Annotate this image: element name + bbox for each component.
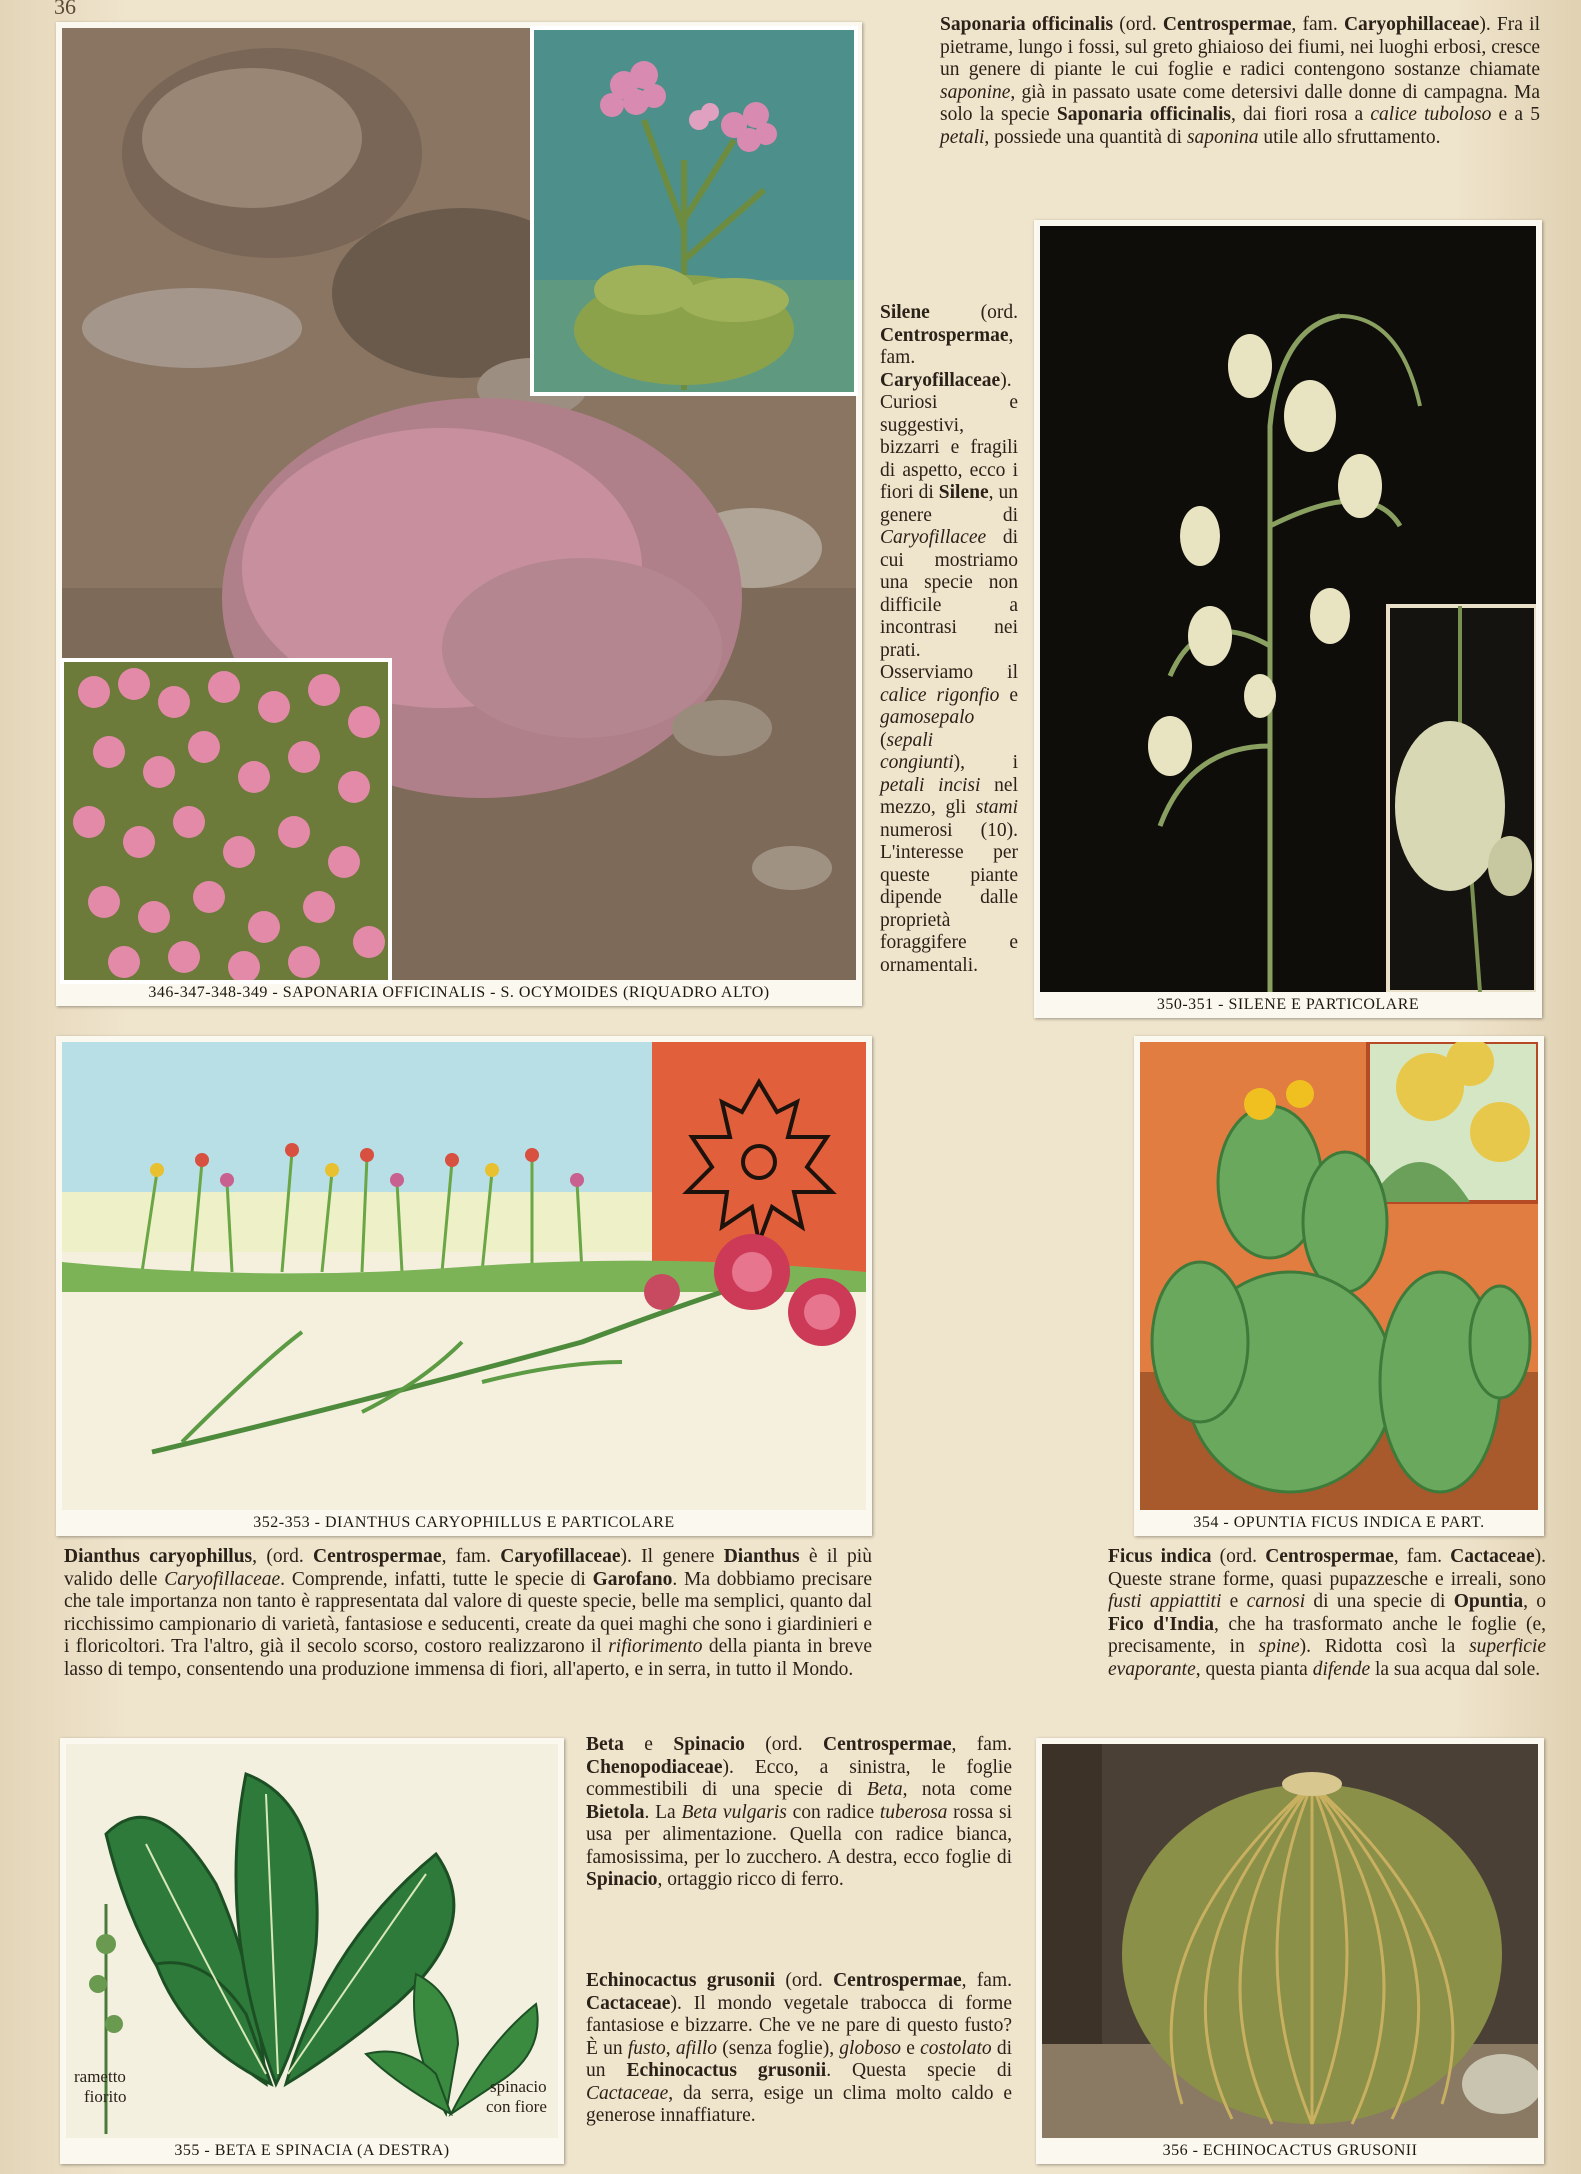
text-echinocactus: Echinocactus grusonii (ord. Centrospermae, fam. Cactaceae). Il mondo vegetale trabocca di forme fantasiose e bizzarre. Che ve ne pare di questo fusto? È un fusto, afillo (senza foglie), globoso e costolato di un Echinocactus grusonii. Questa specie di Cactaceae, da serra, esige un clima molto caldo e generose innaffiature. xyxy=(586,1970,1013,2126)
text-saponaria: Saponaria officinalis (ord. Centrospermae, fam. Caryophillaceae). Fra il pietrame, lungo i fossi, sul greto ghiaioso dei fiumi, nei luoghi erbosi, cresce un genere di piante le cui foglie e radici contengono sostanze chiamate saponine, già in passato usate come detersivi dalle donne di campagna. Ma solo la specie Saponaria officinalis, dai fiori rosa a calice tuboloso e a 5 petali, possiede una quantità di saponina utile allo sfruttamento. xyxy=(940,14,1540,148)
photo-card-saponaria xyxy=(56,22,862,1006)
caption-dianthus: 352-353 - DIANTHUS CARYOPHILLUS E PARTICOLARE xyxy=(253,1514,675,1531)
label-spinacio-2: con fiore xyxy=(486,2097,547,2116)
illustration-opuntia xyxy=(1140,1042,1538,1510)
caption-saponaria: 346-347-348-349 - SAPONARIA OFFICINALIS - S. OCYMOIDES (RIQUADRO ALTO) xyxy=(148,984,770,1001)
illustration-dianthus xyxy=(62,1042,866,1510)
label-rametto-2: fiorito xyxy=(84,2087,127,2106)
photo-card-echinocactus xyxy=(1036,1738,1544,2164)
text-ficus: Ficus indica (ord. Centrospermae, fam. Cactaceae). Queste strane forme, quasi pupazzesche e irreali, sono fusti appiattiti e carnosi di una specie di Opuntia, o Fico d'India, che ha trasformato anche le foglie (e, precisamente, in spine). Ridotta così la superficie evaporante, questa pianta difende la sua acqua dal sole. xyxy=(1108,1546,1547,1680)
photo-silene xyxy=(1040,226,1536,992)
photo-saponaria-inset-bottom xyxy=(60,658,392,984)
text-silene: Silene (ord. Centrospermae, fam. Caryofillaceae). Curiosi e suggestivi, bizzarri e fragili di aspetto, ecco i fiori di Silene, un genere di Caryofillacee di cui mostriamo una specie non difficile a incontrasi nei prati. Osserviamo il calice rigonfio e gamosepalo (sepali congiunti), i petali incisi nel mezzo, gli stami numerosi (10). L'interesse per queste piante dipende dalle proprietà foraggifere e ornamentali. xyxy=(880,302,1019,976)
photo-saponaria-inset-top xyxy=(530,26,858,396)
caption-echinocactus: 356 - ECHINOCACTUS GRUSONII xyxy=(1162,2142,1418,2159)
photo-card-opuntia xyxy=(1134,1036,1544,1536)
caption-silene: 350-351 - SILENE E PARTICOLARE xyxy=(1156,996,1420,1013)
photo-echinocactus xyxy=(1042,1744,1538,2138)
photo-card-silene xyxy=(1034,220,1542,1018)
text-beta: Beta e Spinacio (ord. Centrospermae, fam. Chenopodiaceae). Ecco, a sinistra, le foglie commestibili di una specie di Beta, nota come Bietola. La Beta vulgaris con radice tuberosa rossa si usa per alimentazione. Quella con radice bianca, famosissima, per lo zucchero. A destra, ecco foglie di Spinacio, ortaggio ricco di ferro. xyxy=(586,1734,1012,1890)
label-rametto-1: rametto xyxy=(74,2067,126,2086)
text-dianthus: Dianthus caryophillus, (ord. Centrospermae, fam. Caryofillaceae). Il genere Dianthus è il più valido delle Caryofillaceae. Comprende, infatti, tutte le specie di Garofano. Ma dobbiamo precisare che tale importanza non tanto è rappresentata dal valore di queste specie, belle ma semplici, quanto dal ricchissimo campionario di varietà, fantasiose e seducenti, create da quei maghi che sono i giardinieri e i floricoltori. Tra l'altro, già il secolo scorso, costoro realizzarono il rifiorimento della pianta in breve lasso di tempo, consentendo una produzione immensa di fiori, all'aperto, e in serra, in tutto il Mondo. xyxy=(64,1546,873,1680)
illustration-beta xyxy=(66,1744,558,2138)
photo-card-beta xyxy=(60,1738,564,2164)
photo-card-dianthus xyxy=(56,1036,872,1536)
caption-beta: 355 - BETA E SPINACIA (A DESTRA) xyxy=(174,2142,450,2159)
caption-opuntia: 354 - OPUNTIA FICUS INDICA E PART. xyxy=(1193,1514,1485,1531)
page-number: 36 xyxy=(54,0,76,19)
label-spinacio-1: spinacio xyxy=(490,2077,547,2096)
